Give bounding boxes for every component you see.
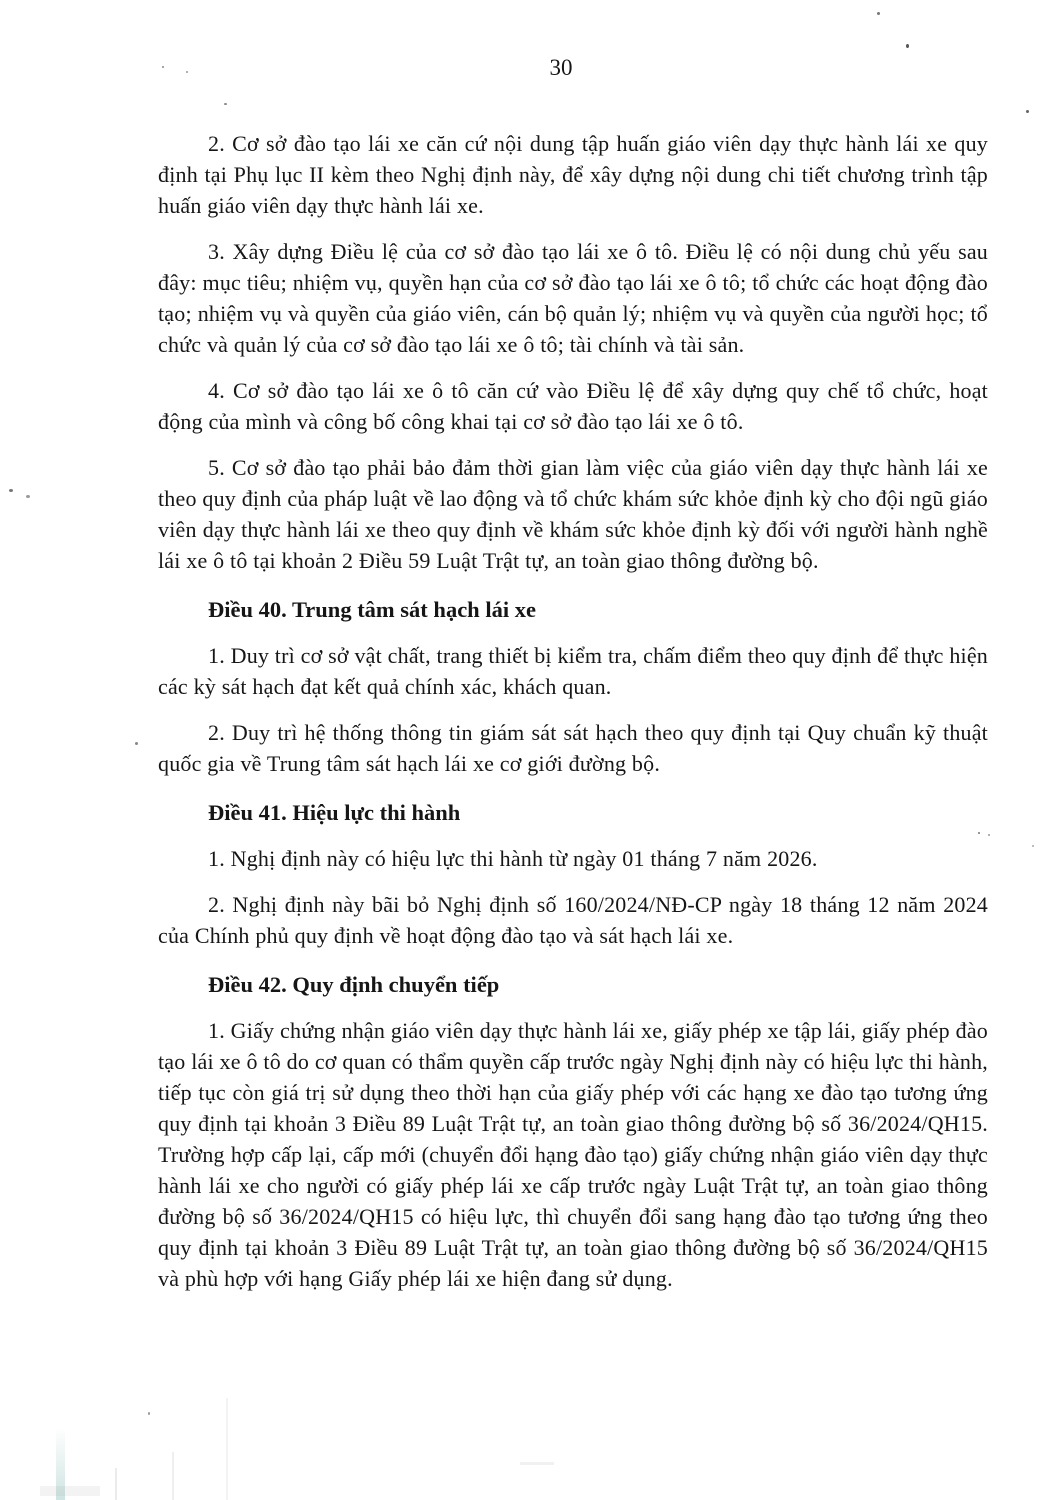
page-content <box>158 0 988 1309</box>
scan-speck <box>877 12 880 15</box>
scan-speck <box>1026 110 1029 113</box>
scan-speck <box>148 1412 150 1415</box>
article-41-heading: Điều 41. Hiệu lực thi hành <box>208 800 461 825</box>
scan-artifact-streak <box>115 1468 117 1500</box>
scan-speck <box>224 103 227 105</box>
paragraph-clause-4: 4. Cơ sở đào tạo lái xe ô tô căn cứ vào Điều lệ để xây dựng quy chế tổ chức, hoạt động của mình và công bố công khai tại cơ sở đào tạo lái xe ô tô. <box>158 378 988 434</box>
paragraph-clause-5: 5. Cơ sở đào tạo phải bảo đảm thời gian làm việc của giáo viên dạy thực hành lái xe theo quy định của pháp luật về lao động và tổ chức khám sức khỏe định kỳ cho đội ngũ giáo viên dạy thực hành lái xe theo quy định về khám sức khỏe định kỳ đối với người hành nghề lái xe ô tô tại khoản 2 Điều 59 Luật Trật tự, an toàn giao thông đường bộ. <box>158 455 988 573</box>
scan-speck <box>1032 845 1034 847</box>
scan-speck <box>988 834 990 836</box>
scan-artifact-streak <box>226 1398 228 1500</box>
article-42-heading: Điều 42. Quy định chuyển tiếp <box>208 972 500 997</box>
scan-artifact-streak <box>172 1452 174 1500</box>
article-40-clause-2: 2. Duy trì hệ thống thông tin giám sát sát hạch theo quy định tại Quy chuẩn kỹ thuật quốc gia về Trung tâm sát hạch lái xe cơ giới đường bộ. <box>158 720 988 776</box>
article-42-clause-1: 1. Giấy chứng nhận giáo viên dạy thực hành lái xe, giấy phép xe tập lái, giấy phép đào tạo lái xe ô tô do cơ quan có thẩm quyền cấp trước ngày Nghị định này có hiệu lực thi hành, tiếp tục còn giá trị sử dụng theo thời hạn của giấy phép với các hạng xe đào tạo tương ứng quy định tại khoản 3 Điều 89 Luật Trật tự, an toàn giao thông đường bộ số 36/2024/QH15. Trường hợp cấp lại, cấp mới (chuyển đổi hạng đào tạo) giấy chứng nhận giáo viên dạy thực hành lái xe cho người có giấy phép lái xe cấp trước ngày Luật Trật tự, an toàn giao thông đường bộ số 36/2024/QH15 có hiệu lực, thì chuyển đổi sang hạng đào tạo tương ứng theo quy định tại khoản 3 Điều 89 Luật Trật tự, an toàn giao thông đường bộ số 36/2024/QH15 và phù hợp với hạng Giấy phép lái xe hiện đang sử dụng. <box>158 1018 988 1291</box>
scan-speck <box>186 71 188 73</box>
scan-speck <box>135 742 138 745</box>
scan-speck <box>162 66 164 68</box>
page-number: 30 <box>549 55 573 80</box>
article-41-clause-2: 2. Nghị định này bãi bỏ Nghị định số 160/2024/NĐ-CP ngày 18 tháng 12 năm 2024 của Chính phủ quy định về hoạt động đào tạo và sát hạch lái xe. <box>158 892 988 948</box>
article-41-clause-1: 1. Nghị định này có hiệu lực thi hành từ ngày 01 tháng 7 năm 2026. <box>208 846 818 871</box>
article-40-clause-1: 1. Duy trì cơ sở vật chất, trang thiết bị kiểm tra, chấm điểm theo quy định để thực hiện các kỳ sát hạch đạt kết quả chính xác, khách quan. <box>158 643 988 699</box>
article-40-heading: Điều 40. Trung tâm sát hạch lái xe <box>208 597 536 622</box>
scan-artifact-streak <box>40 1486 100 1496</box>
scan-speck <box>26 495 30 498</box>
scan-speck <box>9 489 13 492</box>
paragraph-clause-3: 3. Xây dựng Điều lệ của cơ sở đào tạo lái xe ô tô. Điều lệ có nội dung chủ yếu sau đây: mục tiêu; nhiệm vụ, quyền hạn của cơ sở đào tạo lái xe ô tô; tổ chức các hoạt động đào tạo; nhiệm vụ và quyền của giáo viên, cán bộ quản lý; nhiệm vụ và quyền của người học; tổ chức và quản lý của cơ sở đào tạo lái xe ô tô; tài chính và tài sản. <box>158 239 988 357</box>
scan-speck <box>978 832 980 834</box>
paragraph-clause-2: 2. Cơ sở đào tạo lái xe căn cứ nội dung tập huấn giáo viên dạy thực hành lái xe quy định tại Phụ lục II kèm theo Nghị định này, để xây dựng nội dung chi tiết chương trình tập huấn giáo viên dạy thực hành lái xe. <box>158 131 988 218</box>
scan-speck <box>906 44 909 48</box>
scan-artifact-streak <box>520 1462 554 1465</box>
